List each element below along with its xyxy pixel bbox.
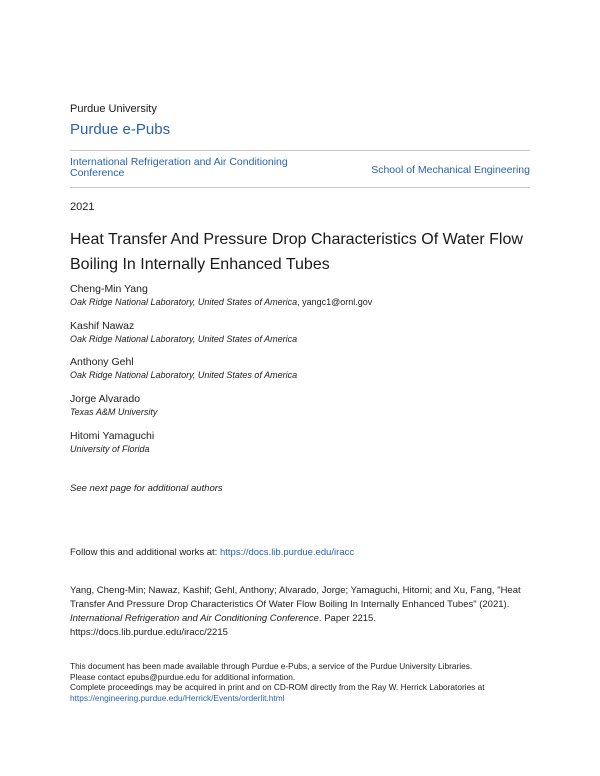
header-divider-bottom: [70, 187, 530, 188]
header-divider-top: [70, 150, 530, 151]
see-next-page-note: See next page for additional authors: [70, 483, 223, 494]
author-block: [70, 283, 540, 308]
author-name: Hitomi Yamaguchi: [70, 430, 155, 442]
paper-title: Heat Transfer And Pressure Drop Characteristics Of Water Flow Boiling In Internally Enhanced Tubes: [70, 231, 523, 273]
publication-year: 2021: [70, 201, 95, 213]
author-block: [70, 356, 540, 381]
recommended-citation: [70, 584, 540, 640]
footer-notice: [70, 661, 540, 703]
author-affiliation: Oak Ridge National Laboratory, United States of America: [70, 370, 298, 380]
herrick-order-link[interactable]: https://engineering.purdue.edu/Herrick/Events/orderlit.html: [70, 692, 285, 703]
citation-paper-number: . Paper 2215.: [318, 613, 376, 624]
conference-link[interactable]: International Refrigeration and Air Conditioning Conference: [70, 156, 288, 179]
repository-link[interactable]: Purdue e-Pubs: [70, 121, 171, 138]
author-name: Anthony Gehl: [70, 356, 134, 368]
citation-conference: International Refrigeration and Air Conditioning Conference: [70, 613, 319, 624]
citation-authors-title: Yang, Cheng-Min; Nawaz, Kashif; Gehl, Anthony; Alvarado, Jorge; Yamaguchi, Hitomi; and Xu, Fang, "Heat Transfer And Pressure Drop Characteristics Of Water Flow Boiling In Internally Enhanced Tubes" (2021).: [70, 585, 521, 610]
author-block: [70, 320, 540, 345]
university-name: Purdue University: [70, 103, 157, 115]
author-affiliation: Texas A&M University: [70, 407, 158, 417]
follow-link[interactable]: https://docs.lib.purdue.edu/iracc: [219, 547, 355, 558]
affiliation-text: Oak Ridge National Laboratory, United States of America: [70, 297, 298, 307]
author-name: Kashif Nawaz: [70, 320, 135, 332]
author-name: Cheng-Min Yang: [70, 283, 148, 295]
follow-text: Follow this and additional works at:: [70, 547, 220, 558]
author-block: [70, 393, 540, 418]
school-link[interactable]: School of Mechanical Engineering: [371, 164, 530, 176]
footer-line-3: Complete proceedings may be acquired in print and on CD-ROM directly from the Ray W. Herrick Laboratories at: [70, 682, 485, 692]
author-affiliation: [70, 296, 540, 308]
author-affiliation: Oak Ridge National Laboratory, United States of America: [70, 334, 298, 344]
footer-line-2: Please contact epubs@purdue.edu for additional information.: [70, 671, 296, 682]
author-name: Jorge Alvarado: [70, 393, 141, 405]
author-affiliation: University of Florida: [70, 444, 150, 454]
author-block: [70, 430, 540, 455]
follow-line: [70, 547, 354, 558]
footer-line-1: This document has been made available through Purdue e-Pubs, a service of the Purdue University Libraries.: [70, 661, 473, 671]
citation-url: https://docs.lib.purdue.edu/iracc/2215: [70, 627, 228, 638]
author-email: , yangc1@ornl.gov: [297, 297, 373, 307]
